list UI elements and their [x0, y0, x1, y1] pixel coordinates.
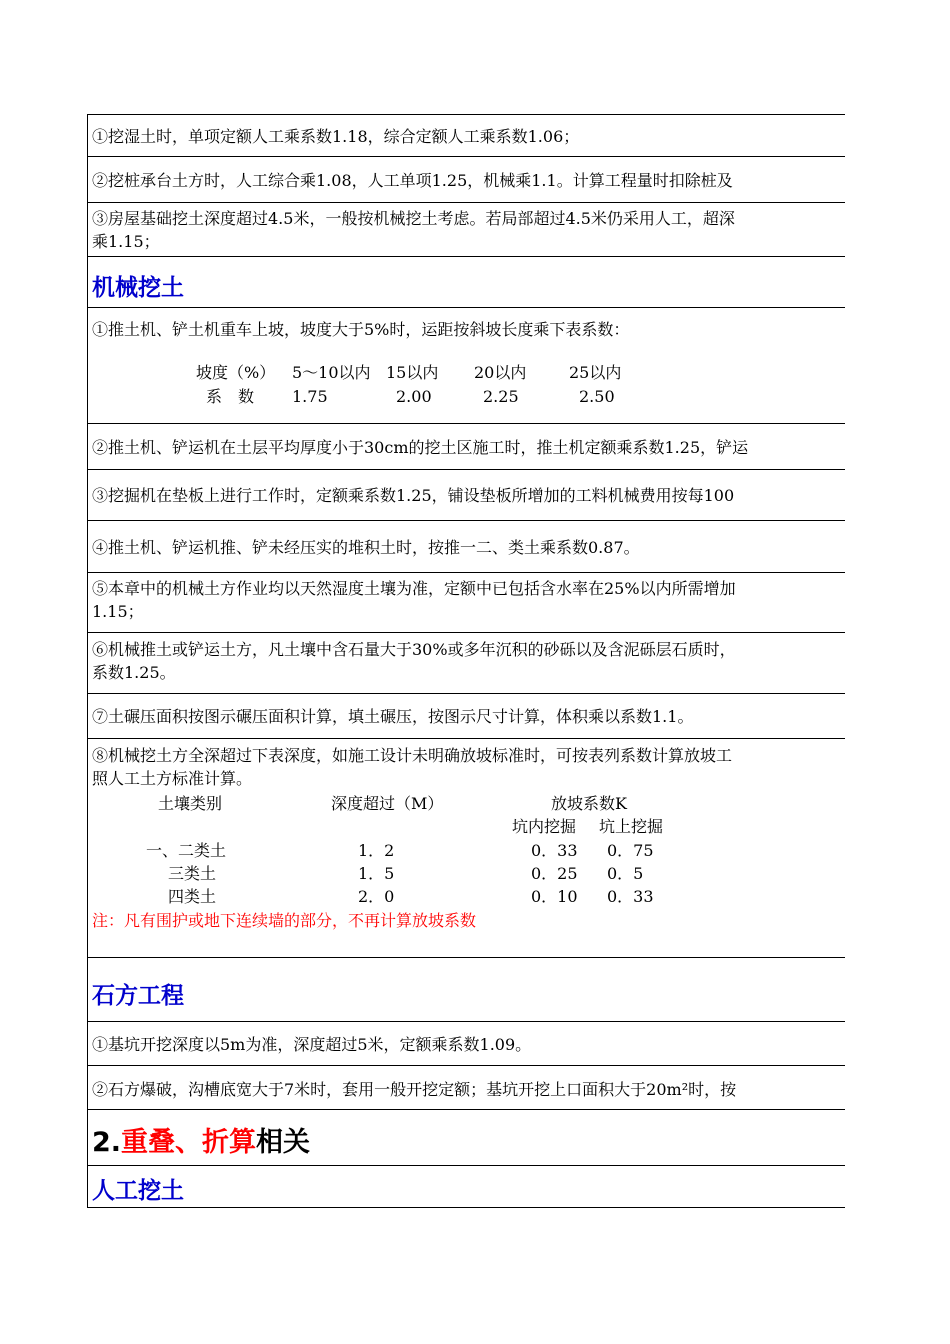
grade-note: 注：凡有围护或地下连续墙的部分，不再计算放坡系数: [92, 911, 477, 930]
grade-col-header: 土壤类别: [158, 794, 223, 813]
grade-cell: 四类土: [168, 887, 217, 906]
row-text: ①推土机、铲土机重车上坡，坡度大于5%时，运距按斜坡长度乘下表系数：: [92, 320, 630, 339]
sheet-row[interactable]: [88, 114, 845, 157]
row-text: ④推土机、铲运机推、铲未经压实的堆积土时，按推一二、类土乘系数0.87。: [92, 538, 640, 557]
row-text-line1: ⑧机械挖土方全深超过下表深度，如施工设计未明确放坡标准时，可按表列系数计算放坡工: [92, 746, 733, 765]
section-heading-row[interactable]: [88, 958, 845, 1022]
grade-cell: 1．2: [358, 841, 395, 860]
grade-sub-header: 坑内挖掘: [512, 817, 577, 836]
slope-header: 25以内: [569, 363, 622, 382]
grade-cell: 1．5: [358, 864, 395, 883]
sheet-row[interactable]: [88, 694, 845, 739]
row-text-line1: ③房屋基础挖土深度超过4.5米，一般按机械挖土考虑。若局部超过4.5米仍采用人工，超深: [92, 209, 735, 228]
row-text-line2: 照人工土方标准计算。: [92, 769, 253, 788]
slope-header: 5～10以内: [292, 363, 371, 382]
title-number: 2.: [92, 1127, 122, 1158]
sheet-row[interactable]: [88, 424, 845, 470]
grade-cell: 0．75: [607, 841, 654, 860]
row-text-line1: ⑤本章中的机械土方作业均以天然湿度土壤为准，定额中已包括含水率在25%以内所需增加: [92, 579, 736, 598]
grade-cell: 0．25: [531, 864, 578, 883]
slope-value: 2.50: [579, 387, 615, 406]
sheet-row[interactable]: [88, 633, 845, 694]
row-text: ②挖桩承台土方时，人工综合乘1.08，人工单项1.25，机械乘1.1。计算工程量时扣除桩及: [92, 171, 733, 190]
section-heading-row[interactable]: [88, 1166, 845, 1208]
section-heading-row[interactable]: [88, 257, 845, 308]
slope-header: 15以内: [386, 363, 439, 382]
sheet-row[interactable]: [88, 157, 845, 203]
grade-cell: 0．10: [531, 887, 578, 906]
slope-header: 坡度（%）: [196, 363, 276, 382]
sheet-row[interactable]: [88, 521, 845, 573]
grade-col-header: 放坡系数K: [551, 794, 627, 813]
grade-cell: 一、二类土: [146, 841, 227, 860]
row-text-line2: 系数1.25。: [92, 663, 176, 682]
section-title-row[interactable]: [88, 1110, 845, 1166]
row-text-line1: ⑥机械推土或铲运土方，凡土壤中含石量大于30%或多年沉积的砂砾以及含泥砾层石质时，: [92, 640, 736, 659]
sheet-row[interactable]: [88, 470, 845, 521]
title-highlight: 重叠、折算: [121, 1127, 257, 1158]
sheet-row[interactable]: [88, 739, 845, 958]
slope-value: 系 数: [206, 387, 255, 406]
grade-cell: 2．0: [358, 887, 395, 906]
slope-value: 2.25: [483, 387, 519, 406]
slope-value: 1.75: [292, 387, 328, 406]
row-text: ②推土机、铲运机在土层平均厚度小于30cm的挖土区施工时，推土机定额乘系数1.25，铲运: [92, 438, 749, 457]
grade-cell: 0．33: [531, 841, 578, 860]
row-text: ①基坑开挖深度以5m为准，深度超过5米，定额乘系数1.09。: [92, 1035, 532, 1054]
row-text: ①挖湿土时，单项定额人工乘系数1.18，综合定额人工乘系数1.06；: [92, 127, 580, 146]
slope-value: 2.00: [396, 387, 432, 406]
sheet-row[interactable]: [88, 203, 845, 257]
slope-header: 20以内: [474, 363, 527, 382]
row-text-line2: 乘1.15；: [92, 232, 160, 251]
row-text: ②石方爆破，沟槽底宽大于7米时，套用一般开挖定额；基坑开挖上口面积大于20m²时，按: [92, 1080, 737, 1099]
row-text: ③挖掘机在垫板上进行工作时，定额乘系数1.25，铺设垫板所增加的工料机械费用按每100: [92, 486, 735, 505]
title-suffix: 相关: [256, 1127, 311, 1158]
sheet-row[interactable]: [88, 573, 845, 633]
grade-cell: 三类土: [168, 864, 217, 883]
row-text: ⑦土碾压面积按图示碾压面积计算，填土碾压，按图示尺寸计算，体积乘以系数1.1。: [92, 707, 694, 726]
grade-col-header: 深度超过（M）: [331, 794, 444, 813]
spreadsheet-sheet: [87, 114, 845, 1208]
grade-cell: 0．33: [607, 887, 654, 906]
sheet-row[interactable]: [88, 1066, 845, 1110]
sheet-row[interactable]: [88, 1022, 845, 1066]
section-heading: 人工挖土: [92, 1178, 184, 1204]
grade-cell: 0．5: [607, 864, 644, 883]
sheet-row[interactable]: [88, 308, 845, 424]
section-heading: 石方工程: [92, 983, 184, 1009]
grade-sub-header: 坑上挖掘: [599, 817, 664, 836]
section-title: [92, 1120, 310, 1159]
section-heading: 机械挖土: [92, 275, 184, 301]
row-text-line2: 1.15；: [92, 602, 144, 621]
